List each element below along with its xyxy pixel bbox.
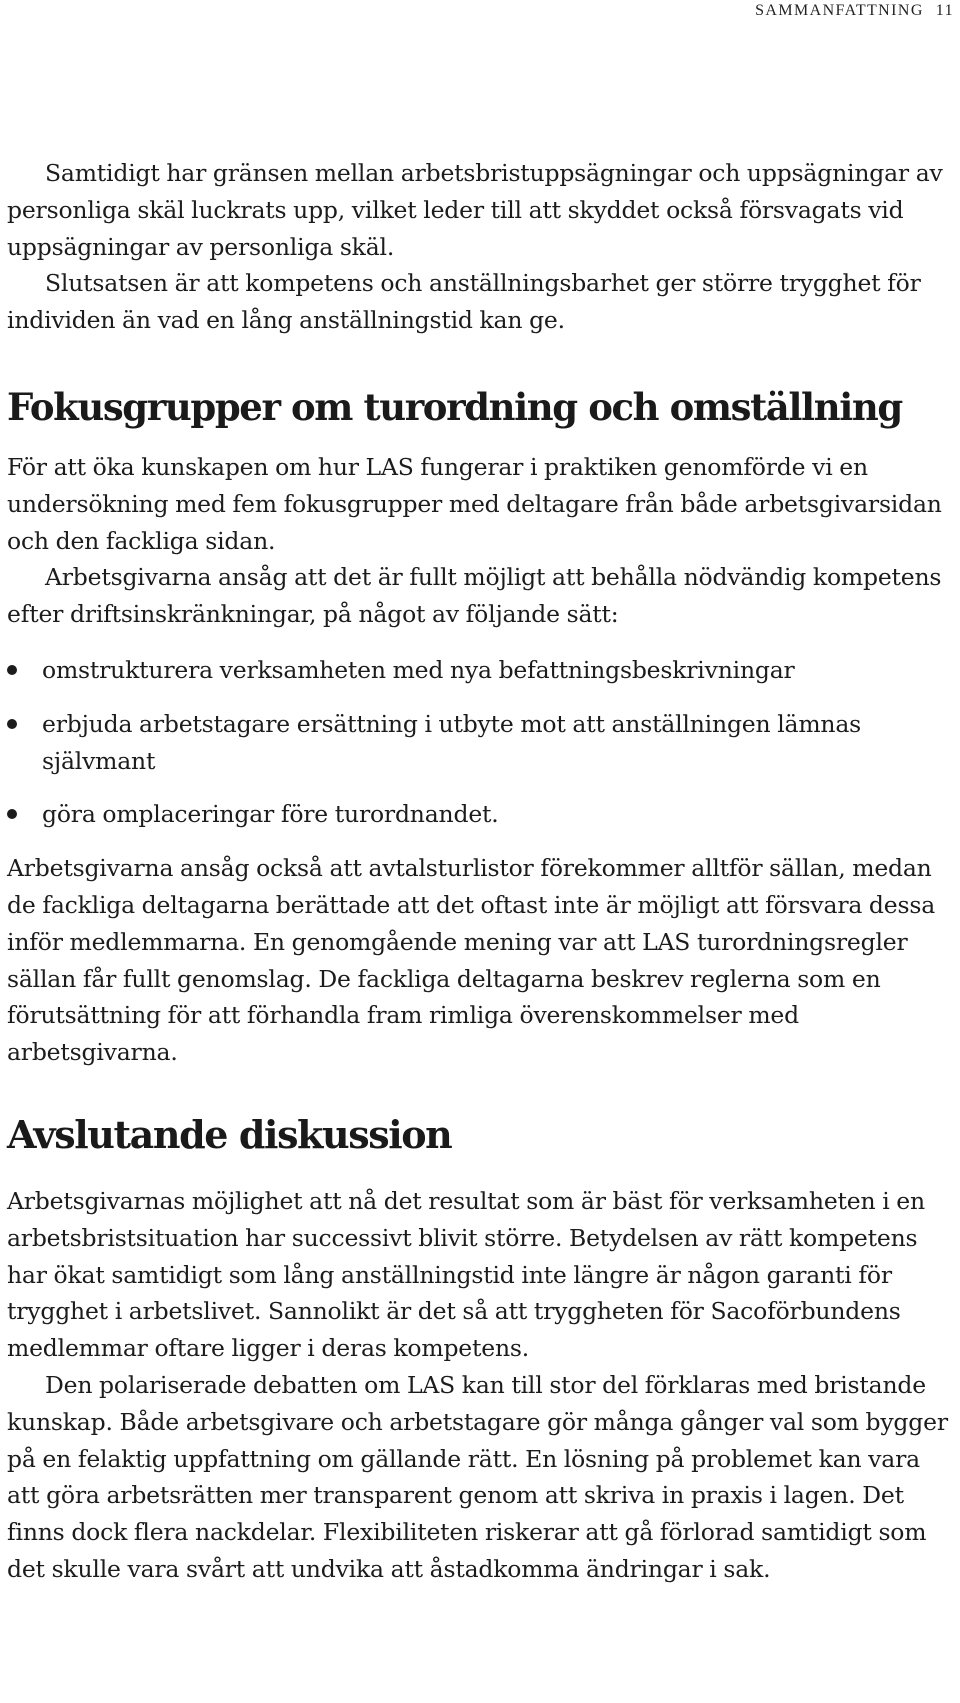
list-item [7, 652, 957, 689]
running-head [755, 2, 954, 20]
bullet-list [7, 652, 957, 833]
bullet-icon [7, 719, 17, 729]
fokus-paragraph-3: Arbetsgivarna ansåg också att avtalsturlistor förekommer alltför sällan, medan de fackliga deltagarna berättade att det oftast inte är möjligt att försvara dessa inför medlemmarna. En genomgående mening var att LAS turordningsregler sällan får fullt genomslag. De fackliga deltagarna beskrev reglerna som en förutsättning för att förhandla fram rimliga överenskommelser med arbetsgivarna. [7, 854, 936, 1067]
list-item-text: omstrukturera verksamheten med nya befattningsbeskrivningar [42, 655, 795, 684]
bullet-icon [7, 665, 17, 675]
page-body [7, 155, 957, 1588]
list-item [7, 796, 957, 833]
section-heading-fokusgrupper: Fokusgrupper om turordning och omställning [7, 384, 902, 429]
fokus-paragraph-1: För att öka kunskapen om hur LAS fungerar i praktiken genomförde vi en undersökning med fem fokusgrupper med deltagare från både arbetsgivarsidan och den fackliga sidan. [7, 452, 942, 555]
list-item [7, 706, 957, 780]
page-number: 11 [935, 2, 954, 19]
fokus-paragraph-2: Arbetsgivarna ansåg att det är fullt möjligt att behålla nödvändig kompetens efter driftsinskränkningar, på något av följande sätt: [7, 563, 942, 629]
list-item-text: göra omplaceringar före turordnandet. [42, 800, 499, 829]
avslut-paragraph-1: Arbetsgivarnas möjlighet att nå det resultat som är bäst för verksamheten i en arbetsbristsituation har successivt blivit större. Betydelsen av rätt kompetens har ökat samtidigt som lång anställningstid inte längre är någon garanti för trygghet i arbetslivet. Sannolikt är det så att tryggheten för Sacoförbundens medlemmar oftare ligger i deras kompetens. [7, 1186, 925, 1363]
intro-paragraph-2: Slutsatsen är att kompetens och anställningsbarhet ger större trygghet för individen än vad en lång anställningstid kan ge. [7, 269, 921, 335]
list-item-text: erbjuda arbetstagare ersättning i utbyte mot att anställningen lämnas självmant [42, 709, 862, 775]
section-heading-avslutande: Avslutande diskussion [7, 1111, 452, 1157]
avslut-paragraph-2: Den polariserade debatten om LAS kan till stor del förklaras med bristande kunskap. Både arbetsgivare och arbetstagare gör många gånger val som bygger på en felaktig uppfattning om gällande rätt. En lösning på problemet kan vara att göra arbetsrätten mer transparent genom att skriva in praxis i lagen. Det finns dock flera nackdelar. Flexibiliteten riskerar att gå förlorad samtidigt som det skulle vara svårt att undvika att åstadkomma ändringar i sak. [7, 1370, 948, 1583]
bullet-icon [7, 809, 17, 819]
running-head-section: SAMMANFATTNING [755, 2, 924, 19]
intro-paragraph-1: Samtidigt har gränsen mellan arbetsbristuppsägningar och uppsägningar av personliga skäl luckrats upp, vilket leder till att skyddet också försvagats vid uppsägningar av personliga skäl. [7, 159, 943, 261]
